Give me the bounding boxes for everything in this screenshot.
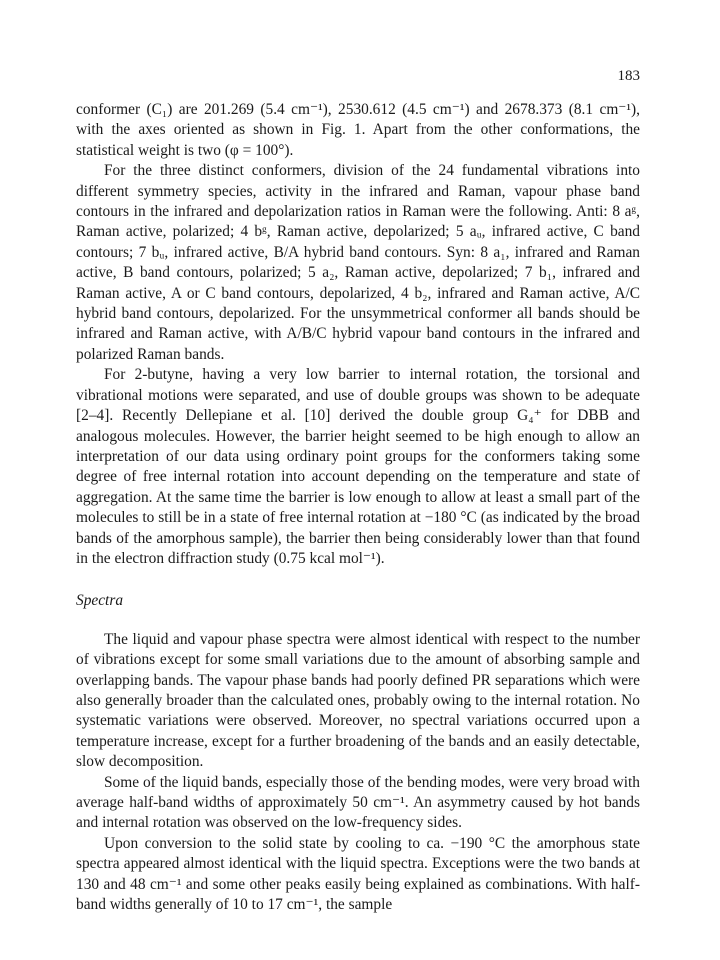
body-text — [76, 100, 640, 915]
section-heading-spectra: Spectra — [76, 592, 124, 610]
paragraph-symmetry-species: For the three distinct conformers, division of the 24 fundamental vibrations into different symmetry species, activity in the infrared and Raman, vapour phase band contours in the infrared and depolarization ratios in Raman were the following. Anti: 8 aᵍ, Raman active, polarized; 4 bᵍ, Raman active, depolarized; 5 aᵤ, infrared active, C band contours; 7 bᵤ, infrared active, B/A hybrid band contours. Syn: 8 a₁, infrared and Raman active, B band contours, polarized; 5 a₂, Raman active, depolarized; 7 b₁, infrared and Raman active, A or C band contours, depolarized, 4 b₂, infrared and Raman active, A/C hybrid band contours, depolarized. For the unsymmetrical conformer all bands should be infrared and Raman active, with A/B/C hybrid vapour band contours in the infrared and polarized Raman bands. — [76, 162, 640, 363]
page-number: 183 — [617, 68, 640, 84]
paragraph-conformer-continued: conformer (C₁) are 201.269 (5.4 cm⁻¹), 2530.612 (4.5 cm⁻¹) and 2678.373 (8.1 cm⁻¹), with the axes oriented as shown in Fig. 1. Apart from the other conformations, the statistical weight is two (φ = 100°). — [76, 101, 640, 159]
paragraph-liquid-vapour: The liquid and vapour phase spectra were almost identical with respect to the number of vibrations except for some small variations due to the amount of absorbing sample and overlapping bands. The vapour phase bands had poorly defined PR separations which were also generally broader than the calculated ones, probably owing to the internal rotation. No systematic variations were observed. Moreover, no spectral variations occurred upon a temperature increase, except for a further broadening of the bands and an easily detectable, slow decomposition. — [76, 630, 640, 771]
paragraph-liquid-bands: Some of the liquid bands, especially those of the bending modes, were very broad with average half-band widths of approximately 50 cm⁻¹. An asymmetry caused by hot bands and internal rotation was observed on the low-frequency sides. — [76, 773, 640, 832]
paragraph-2-butyne: For 2-butyne, having a very low barrier to internal rotation, the torsional and vibrational motions were separated, and use of double groups was shown to be adequate [2–4]. Recently Dellepiane et al. [10] derived the double group G₄⁺ for DBB and analogous molecules. However, the barrier height seemed to be high enough to allow an interpretation of our data using ordinary point groups for the conformers taking some degree of free internal rotation into account depending on the temperature and state of aggregation. At the same time the barrier is low enough to allow at least a small part of the molecules to still be in a state of free internal rotation at −180 °C (as indicated by the broad bands of the amorphous sample), the barrier then being considerably lower than that found in the electron diffraction study (0.75 kcal mol⁻¹). — [76, 366, 640, 567]
paragraph-solid-state: Upon conversion to the solid state by cooling to ca. −190 °C the amorphous state spectra appeared almost identical with the liquid spectra. Exceptions were the two bands at 130 and 48 cm⁻¹ and some other peaks easily being explained as combinations. With half-band widths generally of 10 to 17 cm⁻¹, the sample — [76, 834, 640, 914]
